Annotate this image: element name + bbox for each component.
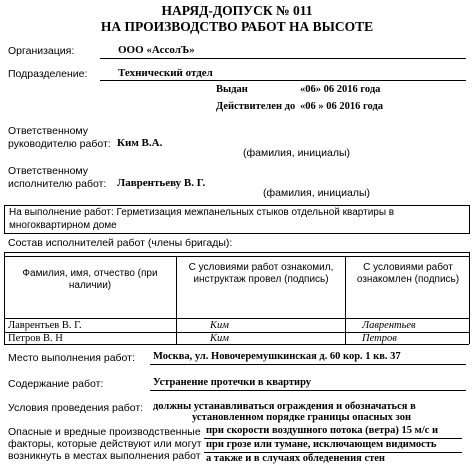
table-header-instructed: С условиями работ ознакомил, инструктаж провел (подпись) (188, 262, 334, 285)
document-subtitle: НА ПРОИЗВОДСТВО РАБОТ НА ВЫСОТЕ (100, 19, 374, 34)
table-row-1-worker-signature: Лаврентьев (362, 320, 416, 331)
hazards-label-line3: возникнуть в местах выполнения работ (8, 450, 201, 462)
organization-label: Организация: (8, 45, 75, 57)
document-title: НАРЯД-ДОПУСК № 011 (161, 3, 313, 18)
manager-hint: (фамилия, инициалы) (243, 147, 350, 159)
table-row-2-name: Петров В. Н (8, 333, 63, 344)
hazards-value-line1: при скорости воздушного потока (ветра) 15 м/с и (206, 425, 439, 436)
department-label: Подразделение: (8, 68, 88, 80)
executor-label-line1: Ответственному (8, 165, 89, 177)
issued-value: «06» 06 2016 года (300, 84, 381, 95)
work-description-box (4, 205, 470, 234)
table-header-top-line (4, 256, 469, 257)
table-border-bottom (4, 344, 469, 345)
table-header-bottom-line (4, 318, 469, 319)
table-border-top (4, 252, 469, 253)
table-row-1-name: Лаврентьев В. Г. (8, 320, 82, 331)
hazards-label-line2: факторы, которые действуют или могут (8, 438, 202, 450)
organization-underline (100, 58, 466, 59)
table-header-fio: Фамилия, имя, отчество (при наличии) (22, 268, 158, 291)
table-col-line-0 (4, 252, 5, 344)
location-label: Место выполнения работ: (8, 352, 135, 364)
executor-hint: (фамилия, инициалы) (263, 187, 370, 199)
conditions-label: Условия проведения работ: (8, 402, 144, 414)
executor-value: Лаврентьеву В. Г. (117, 177, 206, 189)
content-label: Содержание работ: (8, 378, 104, 390)
manager-value: Ким В.А. (117, 137, 163, 149)
valid-until-value: «06 » 06 2016 года (300, 101, 384, 112)
manager-label-line2: руководителю работ: (8, 138, 111, 150)
location-value: Москва, ул. Новочеремушкинская д. 60 кор. 1 кв. 37 (153, 351, 401, 362)
table-header-acknowledged: С условиями работ ознакомлен (подпись) (356, 262, 460, 285)
valid-until-label: Действителен до (216, 101, 296, 112)
table-row-2-instructor-signature: Ким (210, 333, 229, 344)
executor-label-line2: исполнителю работ: (8, 178, 107, 190)
organization-value: ООО «АссолЪ» (118, 44, 195, 56)
department-value: Технический отдел (118, 67, 213, 79)
table-col-line-2 (345, 256, 346, 344)
hazards-value-line2: при грозе или тумане, исключающем видимость (206, 439, 437, 450)
conditions-value-line1: должны устанавливаться ограждения и обозначаться в (153, 401, 416, 412)
table-row-1-instructor-signature: Ким (210, 320, 229, 331)
hazards-label-line1: Опасные и вредные производственные (8, 426, 201, 438)
table-col-line-3 (469, 252, 470, 344)
manager-label-line1: Ответственному (8, 125, 89, 137)
hazards-value-line3: а также и в случаях обледенения стен (206, 453, 385, 464)
table-col-line-1 (176, 256, 177, 344)
work-description-line1: На выполнение работ: Герметизация межпанельных стыков отдельной квартиры в (9, 207, 395, 218)
location-underline (150, 364, 466, 365)
content-value: Устранение протечки в квартиру (153, 377, 312, 388)
work-description-line2: многоквартирном доме (9, 220, 117, 231)
team-label: Состав исполнителей работ (члены бригады): (8, 237, 233, 249)
issued-label: Выдан (216, 84, 248, 95)
conditions-value-line2: установленном порядке границы опасных зон (192, 412, 411, 423)
table-row-separator (4, 332, 469, 333)
department-underline (100, 80, 466, 81)
content-underline (150, 390, 466, 391)
table-row-2-worker-signature: Петров (362, 333, 397, 344)
